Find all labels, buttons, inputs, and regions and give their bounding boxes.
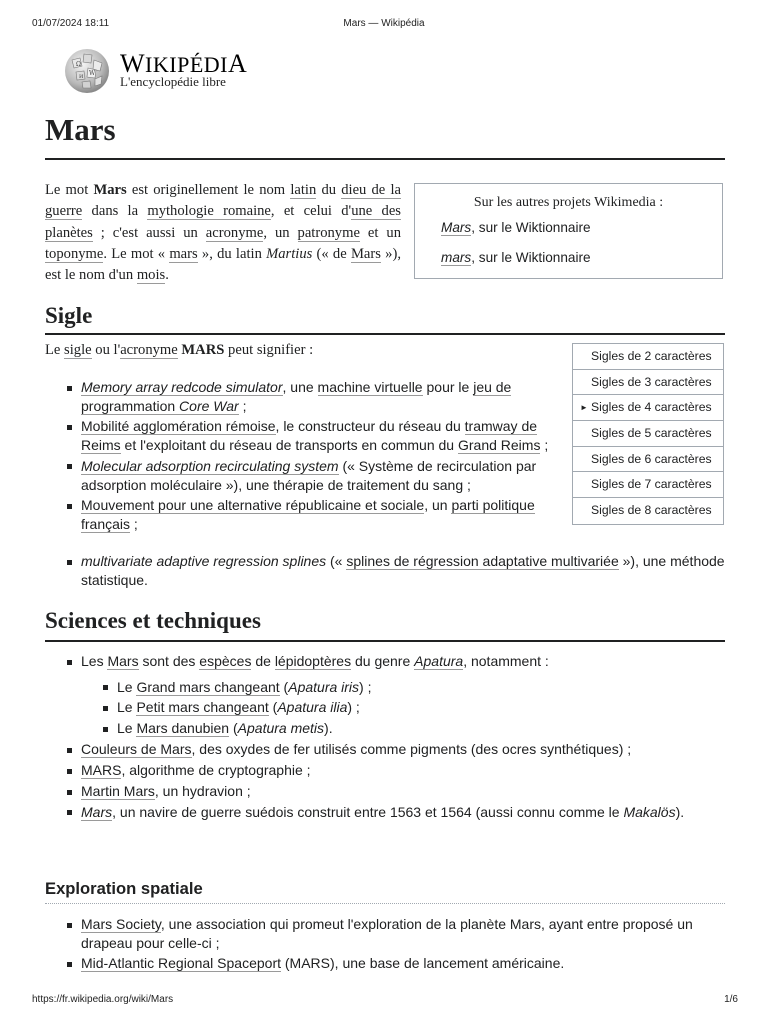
link-grand-mars-changeant[interactable]: Grand mars changeant [136, 678, 280, 695]
sister-projects-box [414, 183, 723, 279]
link-toponyme[interactable]: toponyme [45, 245, 104, 262]
sigle-list-continued [45, 552, 725, 591]
navbox-item-sigles-4[interactable]: ► Sigles de 4 caractères [573, 395, 723, 421]
link-petit-mars-changeant[interactable]: Petit mars changeant [136, 699, 269, 716]
list-item: Mars, un navire de guerre suédois construit entre 1563 et 1564 (aussi connu comme le Makalös). [45, 803, 725, 822]
link-mars-navire[interactable]: Mars [81, 803, 113, 820]
list-item: Molecular adsorption recirculating system (« Système de recirculation par adsorption moléculaire »), une thérapie de traitement du sang ; [45, 457, 565, 494]
wikipedia-tagline: L'encyclopédie libre [120, 74, 226, 89]
print-page-title: Mars — Wikipédia [343, 18, 425, 29]
link-latin[interactable]: latin [290, 182, 317, 198]
link-mars-wiktionary[interactable]: mars [169, 245, 198, 262]
link-une-des-planetes[interactable]: une des planètes [45, 203, 401, 241]
list-item: Martin Mars, un hydravion ; [45, 782, 725, 801]
svg-text:W: W [89, 70, 96, 77]
navbox-item-sigles-6[interactable]: Sigles de 6 caractères [573, 447, 723, 473]
page-title: Mars [45, 112, 725, 160]
link-mars-society[interactable]: Mars Society [81, 916, 161, 932]
print-date: 01/07/2024 18:11 [32, 18, 110, 29]
link-mars-wiktionnaire[interactable]: Mars [441, 220, 472, 235]
list-item: Mouvement pour une alternative républicaine et sociale, un parti politique français ; [45, 496, 565, 533]
section-heading-sciences: Sciences et techniques [45, 608, 725, 642]
svg-text:Ω: Ω [76, 61, 81, 68]
link-acronyme[interactable]: acronyme [205, 224, 264, 241]
print-url: https://fr.wikipedia.org/wiki/Mars [32, 994, 174, 1005]
list-item: MARS, algorithme de cryptographie ; [45, 761, 725, 780]
link-mid-atlantic-regional-spaceport[interactable]: Mid-Atlantic Regional Spaceport [81, 955, 281, 972]
link-sigle[interactable]: sigle [64, 342, 92, 358]
link-memory-array-redcode-simulator[interactable]: Memory array redcode simulator [81, 379, 283, 395]
link-apatura[interactable]: Apatura [414, 653, 464, 669]
link-tramway-de-reims[interactable]: tramway de Reims [81, 418, 538, 454]
link-lepidopteres[interactable]: lépidoptères [274, 653, 352, 669]
link-mouvement-alternative-republicaine[interactable]: Mouvement pour une alternative républicaine et sociale [81, 497, 425, 514]
sister-projects-item: mars, sur le Wiktionnaire [441, 250, 591, 265]
intro-paragraph: Le mot Mars est originellement le nom latin du dieu de la guerre dans la mythologie romaine, et celui d'une des planètes ; c'est aussi un acronyme, un patronyme et un toponyme. Le mot « mars », du latin Martius (« de Mars »), est le nom d'un mois. [45, 182, 401, 284]
list-item: Les Mars sont des espèces de lépidoptères du genre Apatura, notamment : [45, 652, 725, 671]
term-martius: Martius [266, 245, 313, 262]
link-mars-lowercase-wiktionnaire[interactable]: mars [441, 250, 472, 265]
wikipedia-logo[interactable] [62, 44, 282, 98]
link-mars-god[interactable]: Mars [350, 245, 381, 262]
term-mars-splines: multivariate adaptive regression splines [81, 553, 327, 569]
link-couleurs-de-mars[interactable]: Couleurs de Mars [81, 741, 192, 758]
wikipedia-wordmark: WIKIPÉDIA [120, 49, 248, 78]
link-machine-virtuelle[interactable]: machine virtuelle [317, 379, 423, 395]
link-especes[interactable]: espèces [199, 653, 252, 669]
list-item: Memory array redcode simulator, une machine virtuelle pour le jeu de programmation Core War ; [45, 378, 565, 415]
link-mythologie-romaine[interactable]: mythologie romaine [147, 203, 271, 220]
svg-text:И: И [79, 74, 84, 80]
link-splines-regression-adaptative[interactable]: splines de régression adaptative multivariée [346, 553, 619, 569]
list-item: Couleurs de Mars, des oxydes de fer utilisés comme pigments (des ocres synthétiques) ; [45, 740, 725, 759]
link-mars-cryptographie[interactable]: MARS [81, 762, 122, 779]
list-item: Mars Society, une association qui promeut l'exploration de la planète Mars, ayant entre proposé un drapeau pour celle-ci ; [45, 915, 725, 952]
link-mobilite-agglomeration-remoise[interactable]: Mobilité agglomération rémoise [81, 418, 276, 435]
navbox-item-sigles-3[interactable]: Sigles de 3 caractères [573, 370, 723, 396]
list-item: Mobilité agglomération rémoise, le constructeur du réseau du tramway de Reims et l'exploitant du réseau de transports en commun du Grand Reims ; [45, 417, 565, 454]
link-patronyme[interactable]: patronyme [297, 224, 360, 241]
exploration-list [45, 915, 725, 975]
link-grand-reims[interactable]: Grand Reims [457, 437, 541, 454]
print-page-number: 1/6 [724, 994, 738, 1005]
link-mars-papillon[interactable]: Mars [107, 653, 139, 669]
sister-projects-item: Mars, sur le Wiktionnaire [441, 220, 591, 235]
link-mois[interactable]: mois [136, 267, 166, 284]
sigle-intro: Le sigle ou l'acronyme MARS peut signifier : [45, 342, 314, 358]
sister-projects-title: Sur les autres projets Wikimedia : [473, 195, 664, 210]
link-acronyme[interactable]: acronyme [120, 342, 178, 358]
list-item: Le Grand mars changeant (Apatura iris) ; [45, 678, 725, 697]
sigles-navbox [572, 343, 724, 525]
list-item: multivariate adaptive regression splines (« splines de régression adaptative multivariée »), une méthode statistique. [45, 552, 725, 589]
sciences-list [45, 652, 725, 824]
list-item: Mid-Atlantic Regional Spaceport (MARS), une base de lancement américaine. [45, 954, 725, 973]
sigle-list [45, 378, 565, 536]
navbox-item-sigles-8[interactable]: Sigles de 8 caractères [591, 503, 712, 518]
navbox-item-sigles-7[interactable]: Sigles de 7 caractères [573, 472, 723, 498]
list-item: Le Petit mars changeant (Apatura ilia) ; [45, 698, 725, 717]
list-item: Le Mars danubien (Apatura metis). [45, 719, 725, 738]
link-molecular-adsorption-recirculating-system[interactable]: Molecular adsorption recirculating system [81, 457, 339, 474]
link-parti-politique-francais[interactable]: parti politique français [81, 497, 535, 533]
wikipedia-globe-icon [62, 46, 112, 96]
section-heading-exploration: Exploration spatiale [45, 879, 725, 904]
section-heading-sigle: Sigle [45, 303, 725, 335]
navbox-item-sigles-2[interactable]: Sigles de 2 caractères [573, 344, 723, 370]
link-jeu-de-programmation[interactable]: jeu de programmation Core War [81, 379, 512, 414]
navbox-item-sigles-5[interactable]: Sigles de 5 caractères [573, 421, 723, 447]
link-martin-mars[interactable]: Martin Mars [81, 783, 155, 800]
current-arrow-icon: ► [580, 403, 588, 413]
term-mars-acronym: MARS [181, 342, 225, 358]
term-mars: Mars [93, 182, 127, 198]
link-mars-danubien[interactable]: Mars danubien [136, 720, 230, 737]
link-dieu-de-la-guerre[interactable]: dieu de la guerre [45, 182, 401, 220]
